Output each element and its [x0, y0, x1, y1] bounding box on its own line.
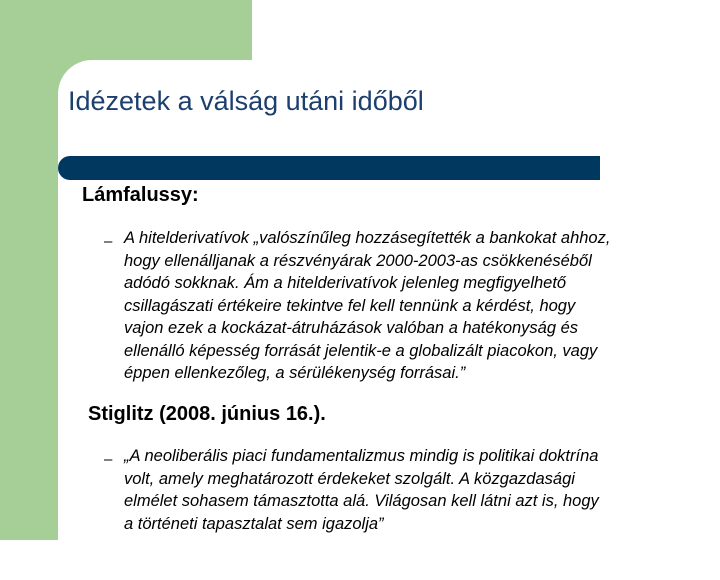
quote-stiglitz	[124, 445, 720, 535]
quote-line: A hitelderivatívok „valószínűleg hozzásegítették a bankokat ahhoz,	[124, 229, 611, 247]
section-heading-stiglitz: Stiglitz (2008. június 16.).	[88, 403, 326, 425]
quote-line: volt, amely meghatározott érdekeket szolgált. A közgazdasági	[124, 469, 575, 488]
quote-line: ellenálló képesség forrását jelentik-e a globalizált piacokon, vagy	[124, 341, 598, 360]
quote-line: „A neoliberális piaci fundamentalizmus mindig is politikai doktrína	[124, 447, 599, 465]
quote-line: vajon ezek a kockázat-átruházások valóban a hatékonyság és	[124, 319, 579, 337]
title-underline-bar	[58, 156, 600, 180]
quote-lamfalussy	[124, 227, 720, 385]
quote-line: éppen ellenkezőleg, a sérülékenység forrásai.”	[124, 364, 466, 382]
quote-line: csillagászati értékeire tekintve fel kell tennünk a kérdést, hogy	[124, 296, 576, 315]
section-heading-lamfalussy: Lámfalussy:	[82, 184, 199, 206]
quote-line: elmélet sohasem támasztotta alá. Világosan kell látni azt is, hogy	[124, 492, 599, 510]
slide-title: Idézetek a válság utáni időből	[68, 86, 424, 116]
bullet-dash: –	[104, 233, 113, 250]
bullet-dash: –	[104, 451, 113, 468]
quote-line: hogy ellenálljanak a részvényárak 2000-2003-as csökkenéséből	[124, 251, 592, 270]
quote-line: adódó sokknak. Ám a hitelderivatívok jelenleg megfigyelhető	[124, 274, 567, 292]
quote-line: a történeti tapasztalat sem igazolja”	[124, 514, 384, 533]
